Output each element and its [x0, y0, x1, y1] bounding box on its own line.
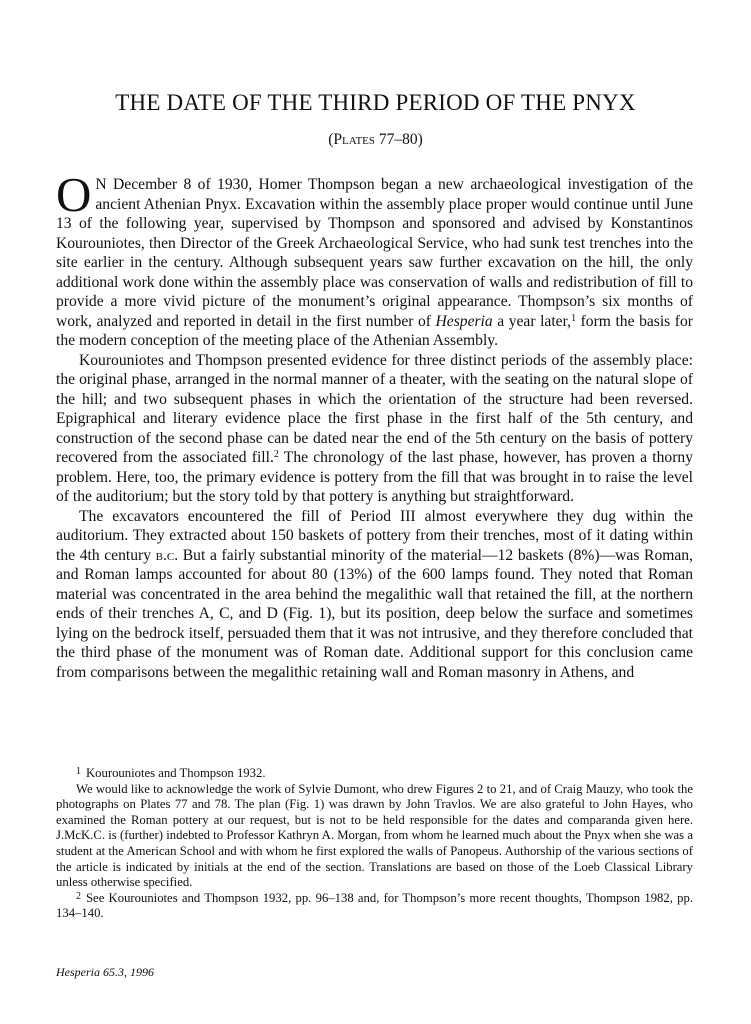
footnote-1: [56, 766, 693, 782]
footnote-2-mark: 2: [76, 890, 81, 902]
paragraph-2-text-b: The chronology of the last phase, however, has proven a thorny problem. Here, too, the primary evidence is pottery from the fill that was brought in to raise the level of the auditorium; but the story told by that pottery is anything but straightforward.: [56, 449, 693, 505]
plates-reference: [60, 131, 691, 149]
footnotes: [56, 766, 693, 922]
paragraph-1: [56, 167, 693, 351]
footnote-1-text: Kourouniotes and Thompson 1932.: [86, 766, 266, 780]
paragraph-2-text-a: Kourouniotes and Thompson presented evidence for three distinct periods of the assembly place: the original phase, arranged in the normal manner of a theater, with the seating on the natural slope of the hill; and two subsequent phases in which the orientation of the structure had been reversed. Epigraphical and literary evidence place the first phase in the first half of the 5th century, and construction of the second phase can be dated near the end of the 5th century on the basis of pottery recovered from the associated fill.: [56, 351, 693, 466]
article-body: [56, 167, 693, 682]
plates-open: (: [328, 131, 334, 148]
paragraph-3-text-a: The excavators encountered the fill of Period III almost everywhere they dug within the auditorium. They extracted about 150 baskets of pottery from their trenches, most of it dating within the 4th century: [56, 507, 693, 564]
plates-range: 77–80): [378, 131, 423, 148]
paragraph-3: [56, 507, 693, 683]
footnote-2: [56, 891, 693, 922]
paragraph-1-text-c: form the basis for the modern conception of the meeting place of the Athenian Assembly.: [56, 312, 693, 349]
footnote-ref-1[interactable]: 1: [571, 312, 577, 324]
paragraph-1-text-b: a year later,: [492, 312, 572, 330]
paragraph-3-text-b: But a fairly substantial minority of the material—12 baskets (8%)—was Roman, and Roman lamps accounted for about 80 (13%) of the 600 lamps found. They noted that Roman material was concentrated in the area behind the megalithic wall that retained the fill, at the northern ends of their trenches A, C, and D (Fig. 1), but its position, deep below the surface and sometimes lying on the bedrock itself, persuaded them that it was not intrusive, and they therefore concluded that the third phase of the monument was of Roman date. Additional support for this conclusion came from comparisons between the megalithic retaining wall and Roman masonry in Athens, and: [56, 546, 693, 681]
footnote-ref-2[interactable]: 2: [273, 449, 279, 460]
footnote-1-mark: 1: [76, 766, 81, 777]
paragraph-1-text-a: N December 8 of 1930, Homer Thompson began a new archaeological investigation of the ancient Athenian Pnyx. Excavation within the assembly place proper would continue until June 13 of the following year, supervised by Thompson and sponsored and advised by Konstantinos Kourouniotes, then Director of the Greek Archaeological Service, who had sunk test trenches into the site earlier in the century. Although subsequent years saw further excavation on the hill, the only additional work done within the assembly place was conservation of walls and redistribution of fill to provide a more vivid picture of the monument’s original appearance. Thompson’s six months of work, analyzed and reported in detail in the first number of: [56, 176, 693, 330]
era-abbreviation: b.c.: [155, 546, 179, 564]
acknowledgements: We would like to acknowledge the work of Sylvie Dumont, who drew Figures 2 to 21, and of Craig Mauzy, who took the photographs on Plates 77 and 78. The plan (Fig. 1) was drawn by John Travlos. We are also grateful to John Hayes, who examined the Roman pottery at our request, but is not to be held responsible for the dates and comparanda given here. J.McK.C. is (further) indebted to Professor Kathryn A. Morgan, from whom he learned much about the Pnyx when she was a student at the American School and with whom he first explored the walls of Panopeus. Authorship of the various sections of the article is indicated by initials at the end of the section. Translations are based on those of the Loeb Classical Library unless otherwise specified.: [56, 781, 693, 890]
paragraph-2: [56, 351, 693, 507]
footnote-2-text: See Kourouniotes and Thompson 1932, pp. 96–138 and, for Thompson’s more recent thoughts, Thompson 1982, pp. 134–140.: [56, 890, 693, 921]
plates-label: Plates: [333, 131, 375, 148]
journal-name: Hesperia: [435, 312, 493, 330]
article-title: THE DATE OF THE THIRD PERIOD OF THE PNYX: [115, 90, 636, 115]
journal-reference: Hesperia 65.3, 1996: [56, 965, 154, 979]
drop-cap: O: [56, 167, 92, 222]
